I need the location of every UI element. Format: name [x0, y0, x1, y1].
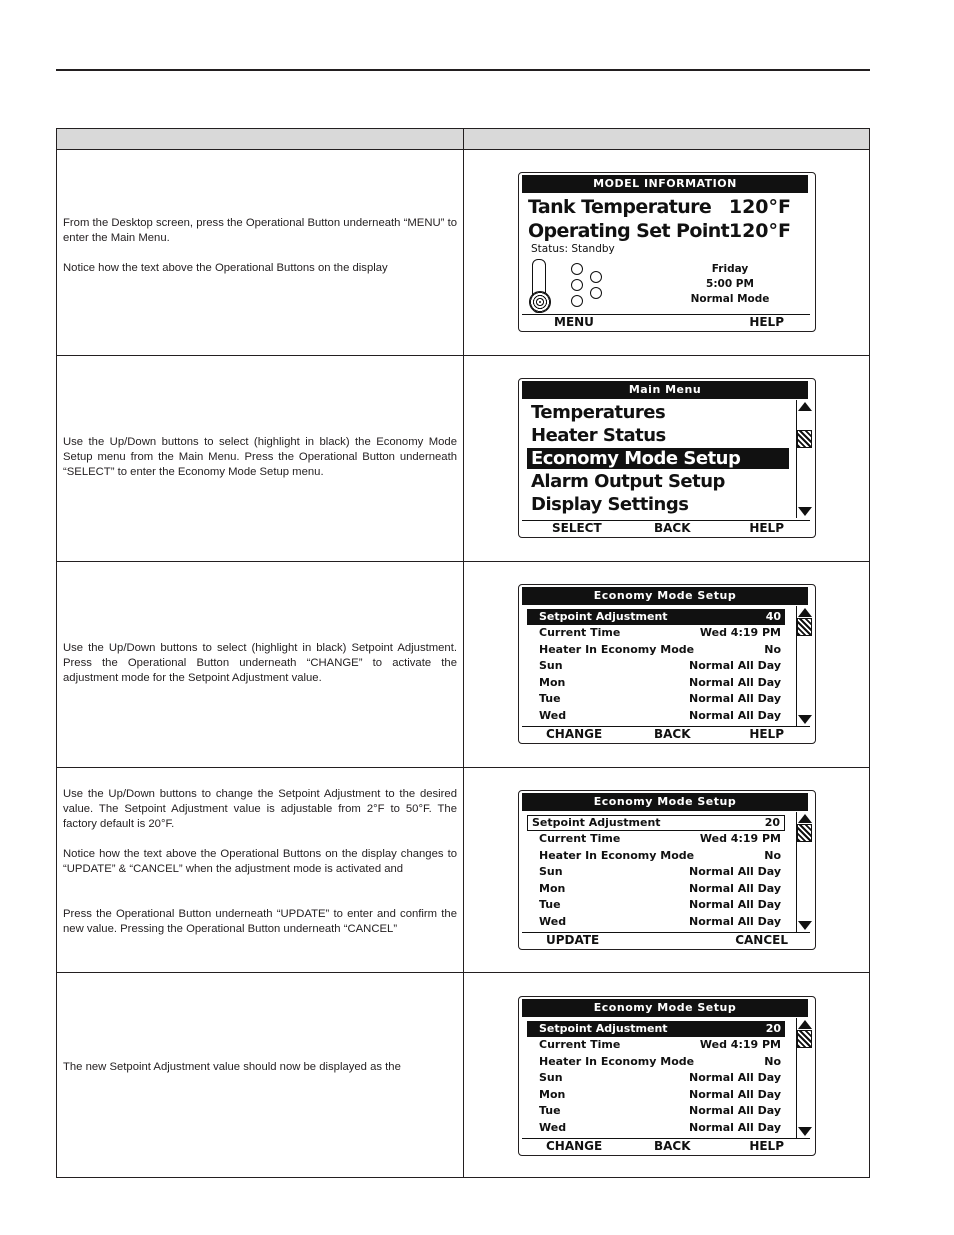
row-current-time[interactable]: [527, 1037, 785, 1053]
row-label: Wed: [539, 1121, 567, 1134]
steps-table: [56, 128, 870, 1178]
row-value: Wed 4:19 PM: [699, 832, 781, 845]
row-value: Normal All Day: [689, 898, 781, 911]
row-value: Normal All Day: [689, 1121, 781, 1134]
row-setpoint-adjustment[interactable]: [527, 609, 785, 625]
screen-title: Economy Mode Setup: [522, 999, 808, 1017]
row-label: Mon: [539, 1088, 566, 1101]
soft-key-bar: [522, 520, 810, 536]
change-soft-key[interactable]: CHANGE: [546, 1139, 603, 1153]
step-4-instructions: [63, 787, 457, 937]
row-label: Mon: [539, 882, 566, 895]
row-sun[interactable]: [527, 658, 785, 674]
row-label: Tue: [539, 898, 561, 911]
scroll-thumb[interactable]: [797, 824, 812, 842]
scrollbar[interactable]: [796, 400, 812, 518]
row-label: Mon: [539, 676, 566, 689]
scroll-up-arrow-icon[interactable]: [798, 402, 812, 411]
economy-mode-adjust-screen: [518, 790, 816, 950]
scroll-down-arrow-icon[interactable]: [798, 921, 812, 930]
help-soft-key[interactable]: HELP: [749, 315, 784, 329]
row-value: Normal All Day: [689, 915, 781, 928]
row-label: Current Time: [539, 1038, 621, 1051]
row-label: Tue: [539, 692, 561, 705]
row-current-time[interactable]: [527, 625, 785, 641]
economy-mode-updated-screen: [518, 996, 816, 1156]
row-divider: [57, 972, 869, 973]
model-information-screen: [518, 172, 816, 332]
row-label: Setpoint Adjustment: [532, 816, 661, 829]
row-heater-in-economy-mode[interactable]: [527, 848, 785, 864]
step-3-paragraph-1: Use the Up/Down buttons to select (highlight in black) Setpoint Adjustment. Press the Operational Button underneath “CHANGE” to activate the adjustment mode for the Setpoint Adjustment value.: [63, 642, 457, 684]
row-mon[interactable]: [527, 881, 785, 897]
row-value: No: [764, 643, 781, 656]
row-label: Setpoint Adjustment: [539, 610, 668, 623]
row-label: Sun: [539, 865, 563, 878]
scroll-down-arrow-icon[interactable]: [798, 1127, 812, 1136]
indicator-icon: [590, 271, 602, 283]
scroll-down-arrow-icon[interactable]: [798, 715, 812, 724]
row-sun[interactable]: [527, 1070, 785, 1086]
tank-temperature-value: 120°F: [728, 196, 791, 218]
scroll-up-arrow-icon[interactable]: [798, 1020, 812, 1029]
row-label: Sun: [539, 659, 563, 672]
row-divider: [57, 355, 869, 356]
row-wed[interactable]: [527, 914, 785, 930]
soft-key-bar: [522, 314, 810, 330]
row-label: Current Time: [539, 832, 621, 845]
scrollbar[interactable]: [796, 1018, 812, 1138]
indicator-icon: [590, 287, 602, 299]
scroll-thumb[interactable]: [797, 430, 812, 448]
row-tue[interactable]: [527, 897, 785, 913]
row-tue[interactable]: [527, 691, 785, 707]
screen-title: Main Menu: [522, 381, 808, 399]
help-soft-key[interactable]: HELP: [749, 521, 784, 535]
step-1-instructions: [63, 216, 457, 276]
economy-mode-setup-screen: [518, 584, 816, 744]
scroll-thumb[interactable]: [797, 1030, 812, 1048]
row-heater-in-economy-mode[interactable]: [527, 1054, 785, 1070]
row-value: 20: [764, 816, 780, 829]
row-label: Sun: [539, 1071, 563, 1084]
row-setpoint-adjustment[interactable]: [527, 815, 785, 831]
row-label: Heater In Economy Mode: [539, 1055, 695, 1068]
menu-item-alarm-output-setup[interactable]: Alarm Output Setup: [531, 471, 725, 492]
step-4-paragraph-2: Notice how the text above the Operational Buttons on the display changes to “UPDATE” & “CANCEL” when the adjustment mode is activated and: [63, 848, 457, 875]
row-value: Normal All Day: [689, 882, 781, 895]
scroll-thumb[interactable]: [797, 618, 812, 636]
row-value: Normal All Day: [689, 676, 781, 689]
soft-key-bar: [522, 932, 810, 948]
row-value: Normal All Day: [689, 1104, 781, 1117]
main-menu-screen: [518, 378, 816, 538]
row-value: Normal All Day: [689, 1071, 781, 1084]
row-sun[interactable]: [527, 864, 785, 880]
step-4-paragraph-1: Use the Up/Down buttons to change the Setpoint Adjustment to the desired value. The Setpoint Adjustment value is adjustable from 2°F to 50°F. The factory default is 20°F.: [63, 788, 457, 830]
row-wed[interactable]: [527, 1120, 785, 1136]
menu-item-heater-status[interactable]: Heater Status: [531, 425, 666, 446]
back-soft-key[interactable]: BACK: [654, 1139, 691, 1153]
row-value: Normal All Day: [689, 692, 781, 705]
step-1-paragraph-1: From the Desktop screen, press the Operational Button underneath “MENU” to enter the Main Menu.: [63, 217, 457, 244]
row-divider: [57, 767, 869, 768]
row-wed[interactable]: [527, 708, 785, 724]
row-label: Tue: [539, 1104, 561, 1117]
row-label: Heater In Economy Mode: [539, 849, 695, 862]
operating-set-point-value: 120°F: [728, 220, 791, 242]
indicator-icon: [571, 295, 583, 307]
row-value: 40: [765, 610, 781, 623]
row-label: Heater In Economy Mode: [539, 643, 695, 656]
scroll-up-arrow-icon[interactable]: [798, 814, 812, 823]
step-2-paragraph-1: Use the Up/Down buttons to select (highlight in black) the Economy Mode Setup menu from the Main Menu. Press the Operational Button underneath “SELECT” to enter the Economy Mode Setup menu.: [63, 436, 457, 478]
row-mon[interactable]: [527, 675, 785, 691]
step-1-paragraph-2: Notice how the text above the Operational Buttons on the display: [63, 262, 388, 274]
thermometer-bulb-icon: [529, 291, 551, 313]
row-value: 20: [765, 1022, 781, 1035]
row-value: Normal All Day: [689, 709, 781, 722]
screen-title: MODEL INFORMATION: [522, 175, 808, 193]
help-soft-key[interactable]: HELP: [749, 727, 784, 741]
row-heater-in-economy-mode[interactable]: [527, 642, 785, 658]
scrollbar[interactable]: [796, 606, 812, 726]
top-rule: [56, 69, 870, 71]
menu-item-economy-mode-setup[interactable]: Economy Mode Setup: [527, 448, 789, 469]
back-soft-key[interactable]: BACK: [654, 521, 691, 535]
row-mon[interactable]: [527, 1087, 785, 1103]
row-value: No: [764, 1055, 781, 1068]
row-value: Normal All Day: [689, 659, 781, 672]
column-divider: [463, 129, 464, 1177]
row-label: Setpoint Adjustment: [539, 1022, 668, 1035]
cancel-soft-key[interactable]: CANCEL: [735, 933, 788, 947]
menu-item-display-settings[interactable]: Display Settings: [531, 494, 689, 515]
screen-title: Economy Mode Setup: [522, 793, 808, 811]
indicator-icon: [571, 263, 583, 275]
screen-title: Economy Mode Setup: [522, 587, 808, 605]
step-5-instructions: [63, 1060, 457, 1075]
operating-set-point-label: Operating Set Point: [528, 220, 730, 242]
select-soft-key[interactable]: SELECT: [552, 521, 602, 535]
status-text: Status: Standby: [531, 243, 615, 255]
help-soft-key[interactable]: HELP: [749, 1139, 784, 1153]
row-label: Wed: [539, 915, 567, 928]
indicator-icon: [571, 279, 583, 291]
step-4-paragraph-3: Press the Operational Button underneath “UPDATE” to enter and confirm the new value. Pressing the Operational Button underneath “CANCEL”: [63, 908, 457, 935]
soft-key-bar: [522, 1138, 810, 1154]
tank-temperature-label: Tank Temperature: [528, 196, 712, 218]
scrollbar[interactable]: [796, 812, 812, 932]
row-value: Wed 4:19 PM: [699, 626, 781, 639]
back-soft-key[interactable]: BACK: [654, 727, 691, 741]
row-value: Normal All Day: [689, 1088, 781, 1101]
step-2-instructions: [63, 435, 457, 480]
row-setpoint-adjustment[interactable]: [527, 1021, 785, 1037]
scroll-up-arrow-icon[interactable]: [798, 608, 812, 617]
day-text: Friday: [711, 263, 749, 275]
soft-key-bar: [522, 726, 810, 742]
scroll-down-arrow-icon[interactable]: [798, 507, 812, 516]
row-value: No: [764, 849, 781, 862]
row-label: Wed: [539, 709, 567, 722]
mode-text: Normal Mode: [690, 293, 770, 305]
row-divider: [57, 561, 869, 562]
row-value: Wed 4:19 PM: [699, 1038, 781, 1051]
step-3-instructions: [63, 641, 457, 686]
menu-item-temperatures[interactable]: Temperatures: [531, 402, 666, 423]
row-value: Normal All Day: [689, 865, 781, 878]
menu-soft-key[interactable]: MENU: [554, 315, 594, 329]
change-soft-key[interactable]: CHANGE: [546, 727, 603, 741]
row-current-time[interactable]: [527, 831, 785, 847]
row-label: Current Time: [539, 626, 621, 639]
update-soft-key[interactable]: UPDATE: [546, 933, 600, 947]
step-5-paragraph-1: The new Setpoint Adjustment value should now be displayed as the: [63, 1061, 401, 1073]
time-text: 5:00 PM: [706, 278, 754, 290]
row-tue[interactable]: [527, 1103, 785, 1119]
